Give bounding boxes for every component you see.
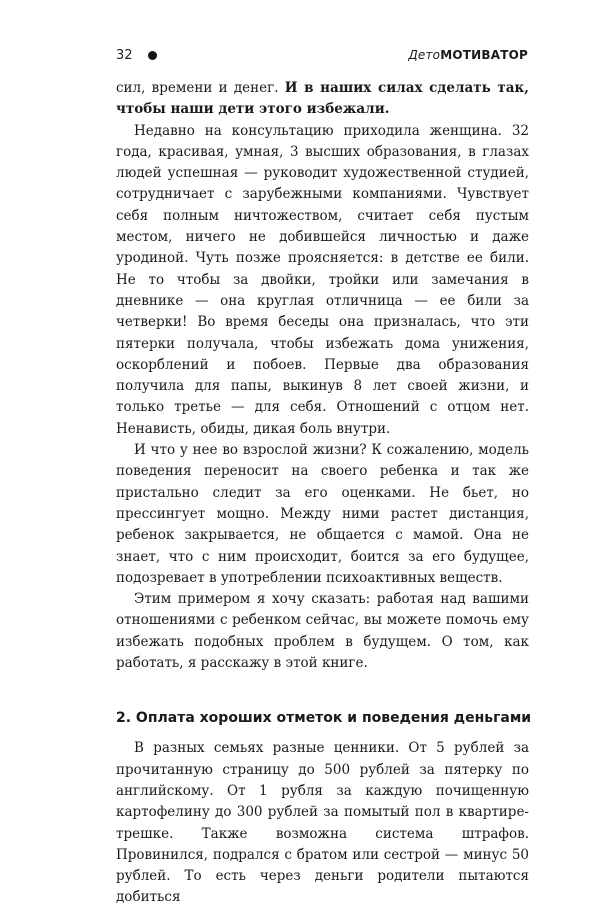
running-title-main: МОТИВАТОР (440, 48, 528, 62)
body-text (116, 78, 532, 909)
paragraph-consultation: Недавно на консультацию приходила женщина. 32 года, красивая, умная, 3 высших образования, в глазах людей успешная — руководит художественной студией, сотрудничает с зарубежными компаниями. Чувствует себя полным ничтожеством, считает себя пустым местом, ничего не добившейся личностью и даже уродиной. Чуть позже проясняется: в детстве ее били. Не то чтобы за двойки, тройки или замечания в дневнике — она круглая отличница — ее били за четверки! Во время беседы она призналась, что эти пятерки получала, чтобы избежать дома унижения, оскорблений и побоев. Первые два образования получила для папы, выкинув 8 лет своей жизни, и только третье — для себя. Отношений с отцом нет. Ненависть, обиды, дикая боль внутри. (116, 122, 529, 437)
paragraph-adult-life: И что у нее во взрослой жизни? К сожалению, модель поведения переносит на своего ребенка и так же пристально следит за его оценками. Не бьет, но прессингует мощно. Между ними растет дистанция, ребенок закрывается, не общается с мамой. Она не знает, что с ним происходит, боится за его будущее, подозревает в употреблении психоактивных веществ. (116, 442, 529, 586)
page-number: 32 (116, 48, 133, 63)
running-title (408, 48, 528, 62)
paragraph-continuation (116, 78, 529, 121)
bullet-dot-icon (148, 51, 157, 60)
paragraph-continuation-text: сил, времени и денег. (116, 80, 285, 96)
section-heading: 2. Оплата хороших отметок и поведения деньгами (116, 710, 532, 727)
paragraph-example-conclusion: Этим примером я хочу сказать: работая над вашими отношениями с ребенком сейчас, вы можете помочь ему избежать подобных проблем в будущем. О том, как работать, я расскажу в этой книге. (116, 591, 529, 672)
emphasis-text: И в наших силах сделать так, чтобы наши дети этого избежали. (116, 80, 529, 118)
page-header (116, 48, 528, 68)
running-title-prefix: Дето (408, 48, 441, 62)
paragraph-prices: В разных семьях разные ценники. От 5 рублей за прочитанную страницу до 500 рублей за пятерку по английскому. От 1 рубля за каждую почищенную картофелину до 300 рублей за помытый пол в квартире-трешке. Также возможна система штрафов. Провинился, подрался с братом или сестрой — минус 50 рублей. То есть через деньги родители пытаются добиться (116, 740, 529, 906)
